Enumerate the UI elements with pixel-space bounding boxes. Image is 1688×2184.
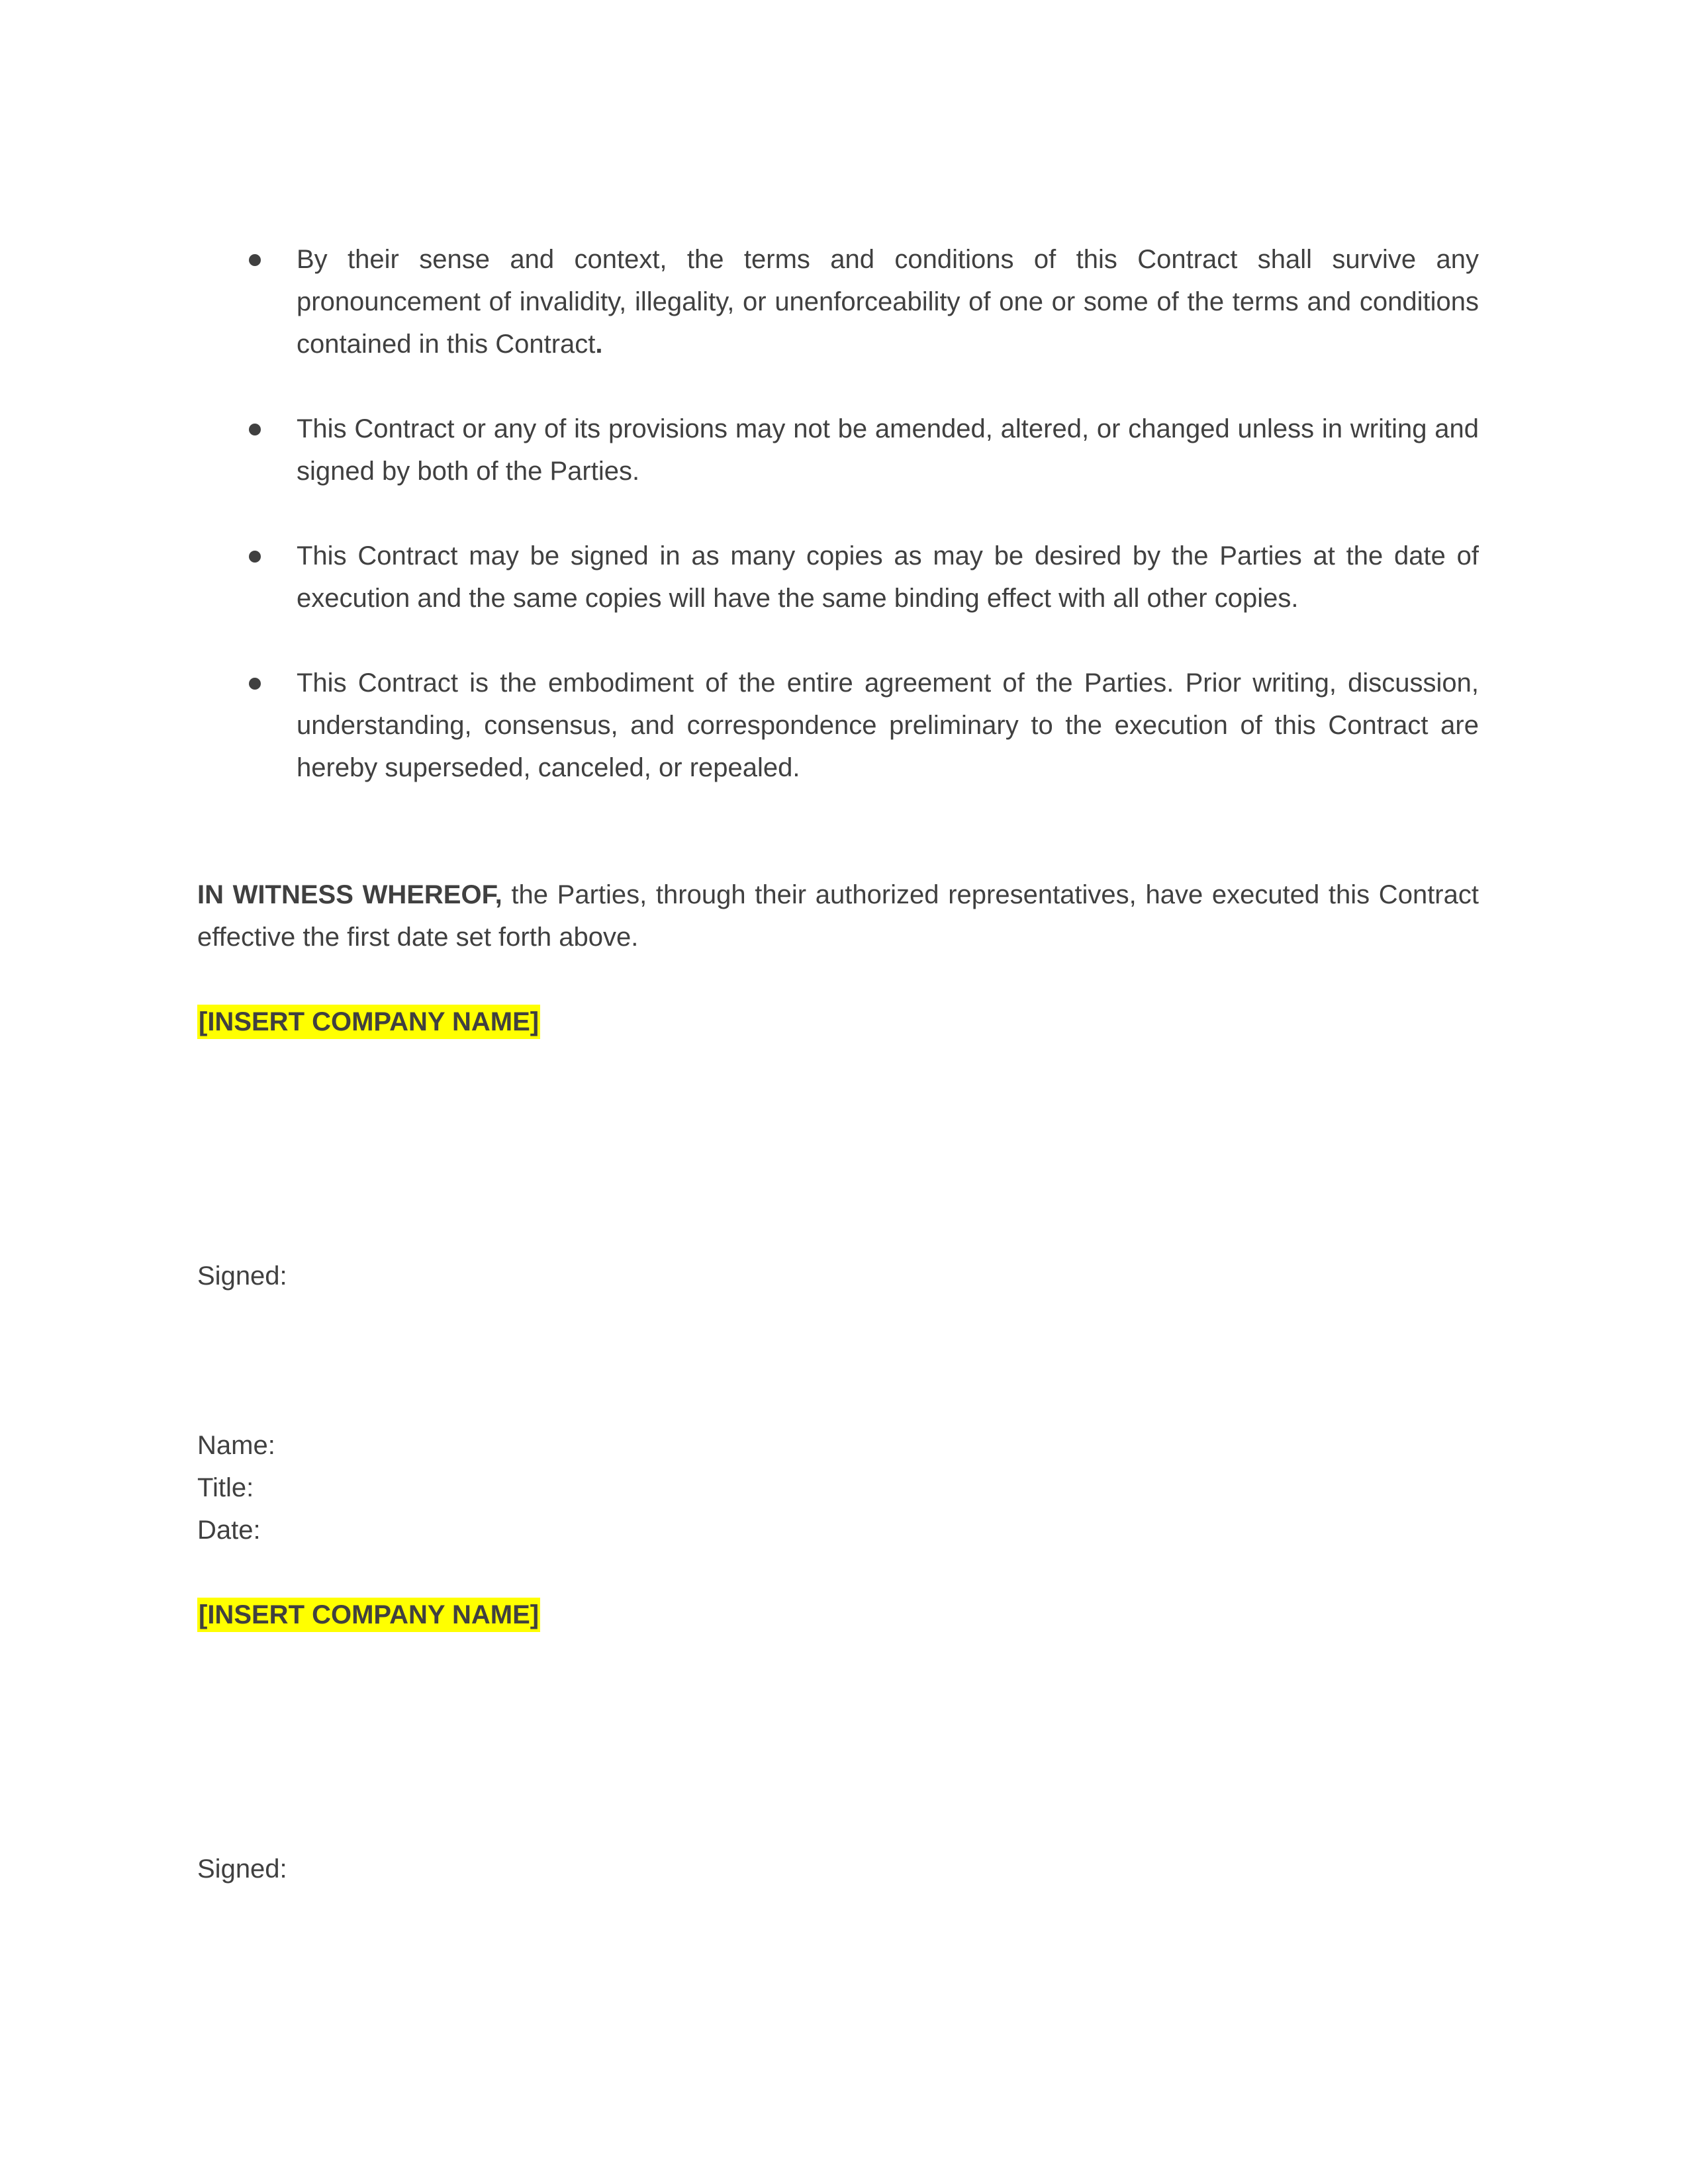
date-label: Date: <box>197 1516 261 1545</box>
bullet-text: By their sense and context, the terms and conditions of this Contract shall survive any pronouncement of invalidity, illegality, or unenforceability of one or some of the terms and conditions contained in this Contract <box>297 245 1479 359</box>
bullet-trailing-period: . <box>595 330 603 359</box>
party-2-block <box>197 1594 1479 1636</box>
party-1-block <box>197 1001 1479 1043</box>
bullet-item-amendment <box>197 408 1479 492</box>
title-label: Title: <box>197 1473 254 1502</box>
bullet-text: This Contract may be signed in as many copies as may be desired by the Parties at the date of execution and the same copies will have the same binding effect with all other copies. <box>297 541 1479 613</box>
bullet-item-copies <box>197 535 1479 619</box>
bullet-list <box>197 238 1479 789</box>
signed-label: Signed: <box>197 1854 287 1884</box>
witness-text: the Parties, through their authorized representatives, have executed this Contract effective the first date set forth above. <box>197 880 1479 952</box>
party-1-details <box>197 1424 1479 1551</box>
bullet-text: This Contract is the embodiment of the entire agreement of the Parties. Prior writing, discussion, understanding, consensus, and correspondence preliminary to the execution of this Contract are hereby superseded, canceled, or repealed. <box>297 668 1479 782</box>
bullet-dot-icon <box>249 678 261 690</box>
bullet-item-entire-agreement <box>197 662 1479 789</box>
bullet-dot-icon <box>249 551 261 563</box>
witness-lead: IN WITNESS WHEREOF, <box>197 880 502 909</box>
witness-clause <box>197 874 1479 958</box>
company-name-placeholder: [INSERT COMPANY NAME] <box>197 1005 540 1039</box>
bullet-item-survival <box>197 238 1479 365</box>
signed-label: Signed: <box>197 1261 287 1291</box>
bullet-text: This Contract or any of its provisions may not be amended, altered, or changed unless in writing and signed by both of the Parties. <box>297 414 1479 486</box>
document-body <box>197 238 1479 1890</box>
name-label: Name: <box>197 1431 275 1460</box>
bullet-dot-icon <box>249 254 261 266</box>
bullet-dot-icon <box>249 424 261 435</box>
company-name-placeholder: [INSERT COMPANY NAME] <box>197 1598 540 1632</box>
